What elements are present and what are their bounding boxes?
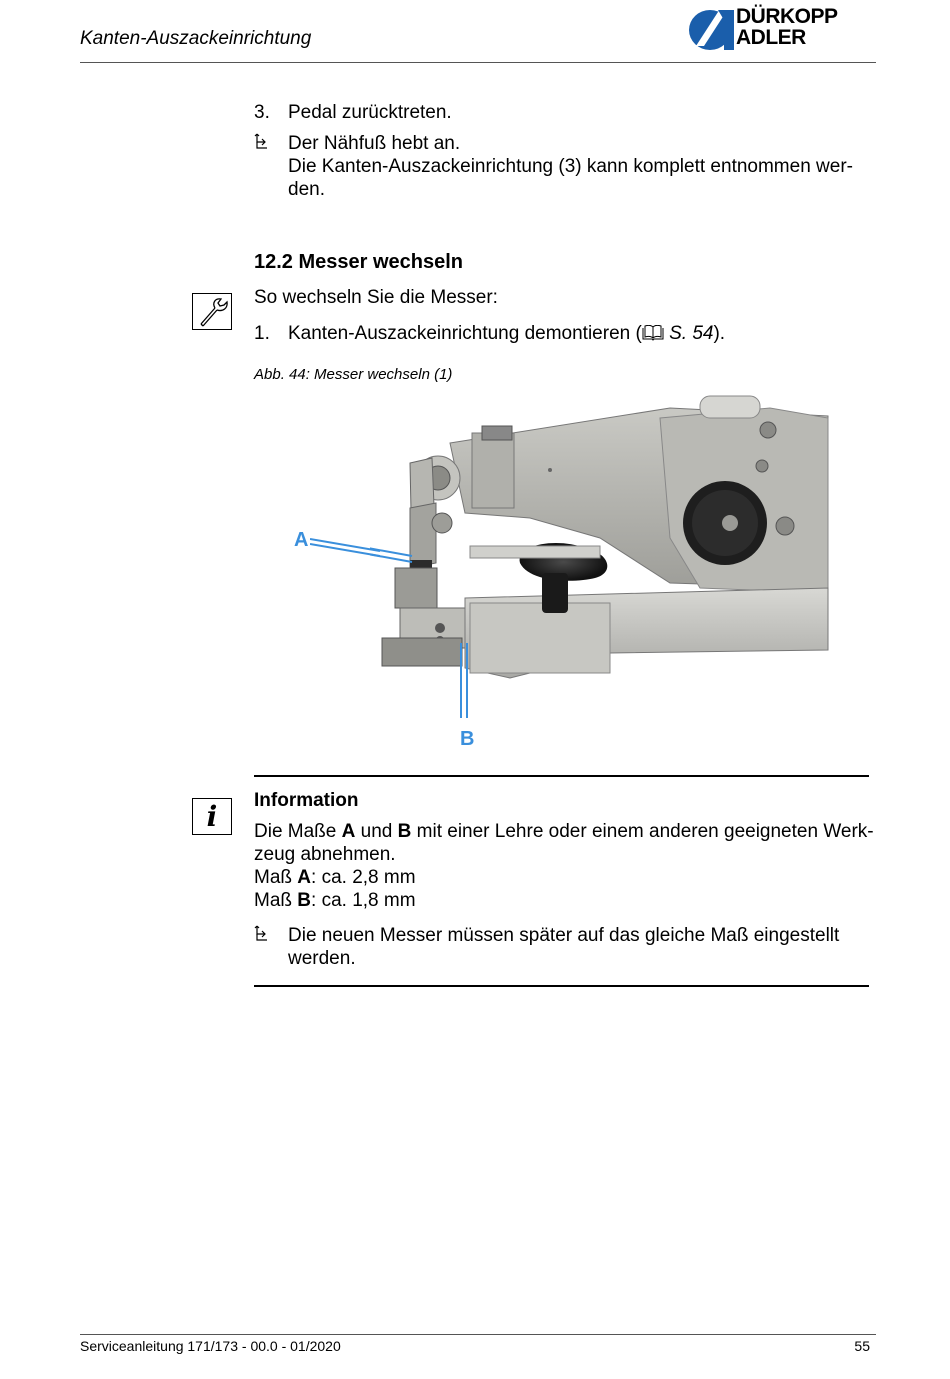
header-title: Kanten-Auszackeinrichtung [80,28,312,49]
info-result-text [288,924,868,970]
page-number: 55 [854,1338,870,1354]
info-body [254,820,874,912]
book-icon [642,323,664,344]
info-line-3: Maß A: ca. 2,8 mm [254,867,416,888]
step-3-text: Pedal zurücktreten. [288,102,452,123]
step-1-number: 1. [254,323,270,344]
info-result-line-1: Die neuen Messer müssen später auf das gleiche Maß eingestellt [288,925,840,946]
dimension-line-a [310,536,380,566]
step-1-text-before: Kanten-Auszackeinrichtung demontieren ( [288,323,642,344]
section-intro: So wechseln Sie die Messer: [254,287,498,308]
figure-caption: Abb. 44: Messer wechseln (1) [254,366,453,383]
header-rule [80,62,876,63]
info-bottom-rule [254,985,869,987]
info-line-2: zeug abnehmen. [254,844,396,865]
result-arrow-icon [254,132,284,156]
info-line-1: Die Maße A und B mit einer Lehre oder einem anderen geeigneten Werk- [254,821,874,842]
step-1-text [288,322,868,345]
logo-line-1: DÜRKOPP [736,5,838,28]
logo-mark-icon [688,6,736,52]
step-1-text-after: ). [713,323,726,344]
logo-text [736,6,838,48]
brand-logo [688,6,878,54]
wrench-icon [192,293,232,330]
page-reference-link[interactable]: S. 54 [669,323,714,344]
result-line-1: Der Nähfuß hebt an. [288,133,461,154]
figure-label-a: A [294,529,309,551]
result-line-2: Die Kanten-Auszackeinrichtung (3) kann komplett entnommen wer- [288,156,853,177]
info-result-arrow-icon [254,924,284,948]
section-title: 12.2 Messer wechseln [254,251,464,273]
info-line-4: Maß B: ca. 1,8 mm [254,890,416,911]
info-result-line-2: werden. [288,948,356,969]
result-line-3: den. [288,179,325,200]
logo-line-2: ADLER [736,26,806,49]
footer-document-info: Serviceanleitung 171/173 - 00.0 - 01/2020 [80,1338,341,1354]
result-text [288,132,868,201]
footer-rule [80,1334,876,1335]
step-3-number: 3. [254,102,270,123]
info-top-rule [254,775,869,777]
info-icon: i [192,798,232,835]
info-heading: Information [254,790,359,811]
device-photo [370,388,830,718]
figure-label-b: B [460,728,475,750]
